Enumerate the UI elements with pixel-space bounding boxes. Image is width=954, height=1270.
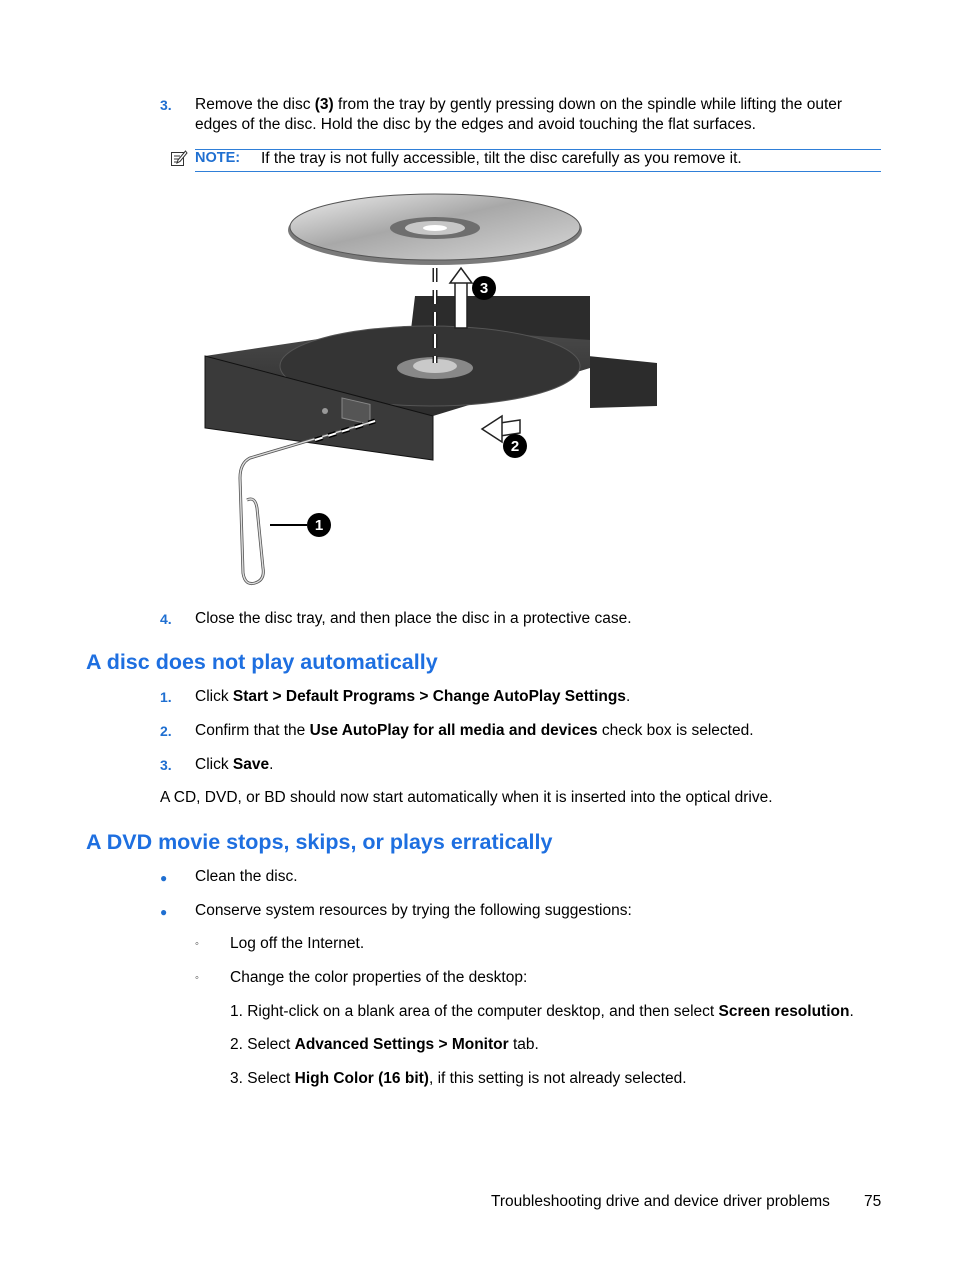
step-number: 1. <box>160 689 172 705</box>
section-heading: A DVD movie stops, skips, or plays erratically <box>86 830 553 854</box>
sub-bullet-item: Change the color properties of the desktop: <box>230 969 528 986</box>
numbered-text-bold: Advanced Settings > Monitor <box>294 1036 509 1053</box>
bullet-icon: ● <box>160 871 168 885</box>
step-text-bold: Save <box>232 756 270 773</box>
step-text <box>195 721 754 741</box>
callout-3: 3 <box>479 280 489 297</box>
bullet-item: Conserve system resources by trying the following suggestions: <box>195 902 632 919</box>
step-text: Close the disc tray, and then place the disc in a protective case. <box>195 610 632 627</box>
sub-bullet-icon: ◦ <box>195 938 199 950</box>
step-text <box>195 687 630 707</box>
footer-title: Troubleshooting drive and device driver problems <box>491 1193 830 1210</box>
callout-1: 1 <box>314 517 324 534</box>
step-text-bold: (3) <box>314 96 334 113</box>
bullet-icon: ● <box>160 905 168 919</box>
disc-removal-illustration <box>195 188 665 590</box>
numbered-text-part: 2. Select <box>230 1036 295 1053</box>
numbered-text-part: tab. <box>508 1036 539 1053</box>
paragraph: A CD, DVD, or BD should now start automatically when it is inserted into the optical drive. <box>160 789 773 806</box>
step-text-part: check box is selected. <box>597 722 754 739</box>
note-icon <box>170 150 188 168</box>
note-label: NOTE: <box>195 150 241 166</box>
step-number: 3. <box>160 97 172 113</box>
step-text-part: . <box>625 688 631 705</box>
numbered-text-part: . <box>849 1003 854 1020</box>
numbered-text-part: 3. Select <box>230 1070 295 1087</box>
step-text-part: Click <box>195 756 233 773</box>
step-text-bold: Start > Default Programs > Change AutoPlay Settings <box>232 688 626 705</box>
step-number: 2. <box>160 723 172 739</box>
numbered-text-bold: Screen resolution <box>718 1003 850 1020</box>
note-text: If the tray is not fully accessible, tilt the disc carefully as you remove it. <box>261 150 742 167</box>
bullet-item: Clean the disc. <box>195 868 298 885</box>
numbered-text-part: , if this setting is not already selected. <box>428 1070 687 1087</box>
numbered-text-bold: High Color (16 bit) <box>294 1070 429 1087</box>
step-text-part: from the tray by gently pressing down on the spindle while lifting the outer <box>333 96 843 113</box>
step-text <box>195 755 273 775</box>
step-text <box>195 95 885 115</box>
section-heading: A disc does not play automatically <box>86 650 438 674</box>
step-text-part: . <box>269 756 274 773</box>
step-text-line: edges of the disc. Hold the disc by the edges and avoid touching the flat surfaces. <box>195 116 756 133</box>
step-number: 3. <box>160 757 172 773</box>
page-number: 75 <box>864 1193 882 1210</box>
sub-bullet-icon: ◦ <box>195 972 199 984</box>
sub-bullet-item: Log off the Internet. <box>230 935 365 952</box>
step-text-part: Confirm that the <box>195 722 310 739</box>
step-text-bold: Use AutoPlay for all media and devices <box>309 722 598 739</box>
callout-2: 2 <box>510 438 520 455</box>
step-text-part: Remove the disc <box>195 96 315 113</box>
numbered-item <box>230 1002 854 1022</box>
step-number: 4. <box>160 611 172 627</box>
numbered-text-part: 1. Right-click on a blank area of the computer desktop, and then select <box>230 1003 719 1020</box>
numbered-item <box>230 1035 539 1055</box>
note-bottom-rule <box>195 171 881 172</box>
numbered-item <box>230 1069 687 1089</box>
step-text-part: Click <box>195 688 233 705</box>
disc <box>288 194 582 265</box>
